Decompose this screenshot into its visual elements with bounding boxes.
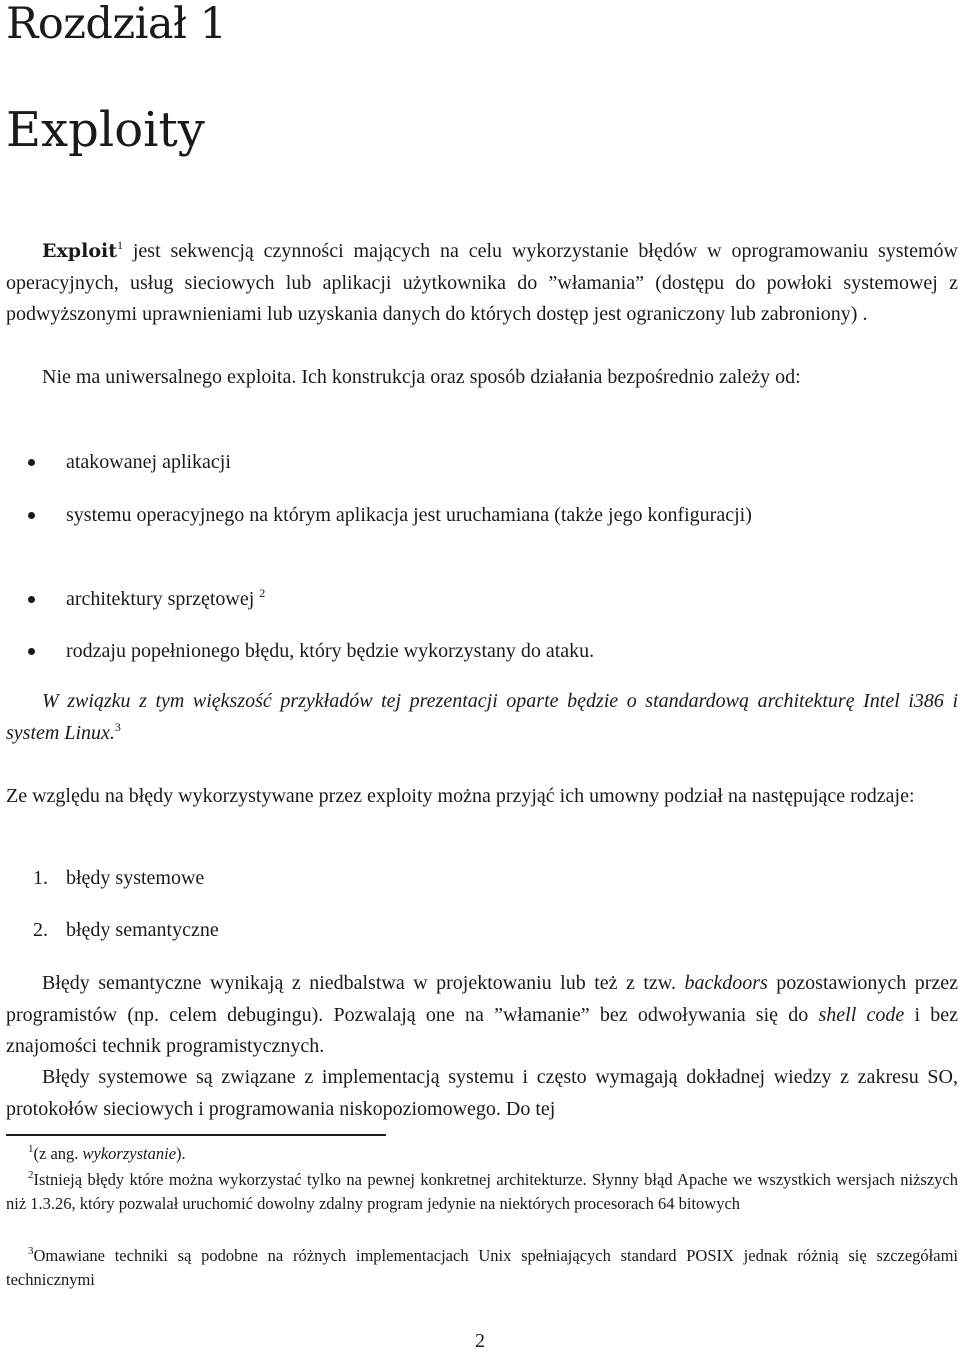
- intro-paragraph: [6, 236, 958, 331]
- chapter-label: Rozdział 1: [6, 0, 227, 49]
- list-number: 1.: [33, 867, 48, 889]
- footnote-3: $^3$Omawiane techniki są podobne na różnych implementacjach Unix spełniających standard POSIX jednak różnią się szczegółami technicznymi: [6, 1245, 958, 1289]
- intro-text: jest sekwencją czynności mających na celu wykorzystanie błędów w oprogramowaniu systemów operacyjnych, usług sieciowych lub aplikacji użytkownika do ”włamania” (dostępu do powłoki systemowej z podwyższonymi uprawnieniami lub uzyskania danych do których dostęp jest ograniczony lub zabroniony) .: [6, 240, 958, 325]
- list-number: 2.: [33, 919, 48, 941]
- bullet-item: systemu operacyjnego na którym aplikacja jest uruchamiana (także jego konfiguracji): [66, 504, 752, 526]
- bullet-dot: [28, 512, 35, 519]
- italic-note: W związku z tym większość przykładów tej prezentacji oparte będzie o standardową architekturę Intel i386 i system Linux.$^3$: [6, 690, 958, 744]
- bullet-item: rodzaju popełnionego błędu, który będzie wykorzystany do ataku.: [66, 640, 595, 662]
- footnote-ref-2: 2: [259, 586, 266, 600]
- list-item: błędy semantyczne: [66, 919, 219, 941]
- semantic-errors-paragraph: Błędy semantyczne wynikają z niedbalstwa w projektowaniu lub też z tzw. backdoors pozostawionych przez programistów (np. celem debugingu). Pozwalają one na ”włamanie” bez odwoływania się do shell code i bez znajomości technik programistycznych.: [6, 972, 959, 1057]
- footnote-2: $^2$Istnieją błędy które można wykorzystać tylko na pewnej konkretnej architekturze. Słynny błąd Apache we wszystkich wersjach niższych niż 1.3.26, który pozwalał uruchomić dowolny zdalny program jedynie na niektórych procesorach 64 bitowych: [6, 1169, 958, 1213]
- footnote-ref-3: 3: [114, 719, 121, 734]
- bullet-dot: [28, 459, 35, 466]
- footnote-ref-1: 1: [116, 238, 123, 252]
- bullet-dot: [28, 596, 35, 603]
- page-number: 2: [475, 1330, 485, 1352]
- list-item: błędy systemowe: [66, 867, 205, 889]
- intro-term: Exploit: [42, 240, 117, 262]
- bullet-item: atakowanej aplikacji: [66, 451, 231, 473]
- bullet-item: architektury sprzętowej $^2$: [66, 586, 266, 610]
- classification-paragraph: Ze względu na błędy wykorzystywane przez exploity można przyjąć ich umowny podział na następujące rodzaje:: [6, 785, 915, 807]
- chapter-title: Exploity: [6, 102, 205, 158]
- dependency-paragraph: Nie ma uniwersalnego exploita. Ich konstrukcja oraz sposób działania bezpośrednio zależy od:: [42, 366, 801, 388]
- footnote-rule: [6, 1134, 386, 1136]
- bullet-dot: [28, 648, 35, 655]
- system-errors-paragraph: Błędy systemowe są związane z implementacją systemu i często wymagają dokładnej wiedzy z zakresu SO, protokołów sieciowych i programowania niskopoziomowego. Do tej: [6, 1066, 958, 1120]
- footnote-1: $^1$(z ang. wykorzystanie).: [28, 1143, 186, 1163]
